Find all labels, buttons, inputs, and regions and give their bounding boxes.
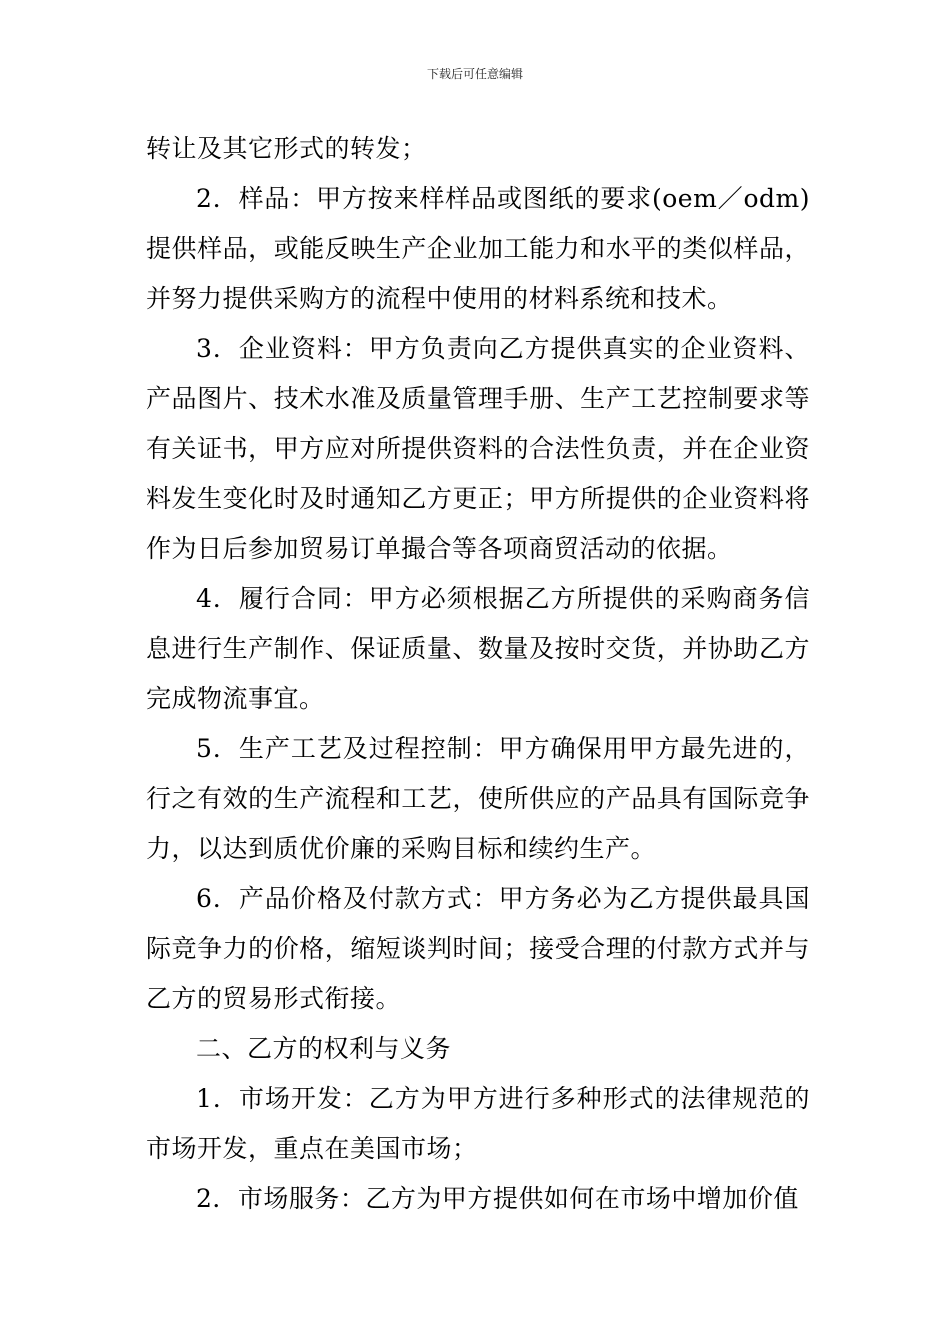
paragraph-market-service: 2．市场服务：乙方为甲方提供如何在市场中增加价值: [196, 1184, 799, 1213]
document-body: [146, 124, 810, 1224]
paragraph-continuation: 转让及其它形式的转发；: [146, 134, 427, 163]
paragraph-market-development: 1．市场开发：乙方为甲方进行多种形式的法律规范的市场开发，重点在美国市场；: [146, 1084, 810, 1163]
page-header: 下载后可任意编辑: [426, 67, 523, 81]
paragraph-company-info: 3．企业资料：甲方负责向乙方提供真实的企业资料、产品图片、技术水准及质量管理手册、生产工艺控制要求等有关证书，甲方应对所提供资料的合法性负责，并在企业资料发生变化时及时通知乙方更正；甲方所提供的企业资料将作为日后参加贸易订单撮合等各项商贸活动的依据。: [146, 334, 810, 563]
paragraph-price-payment: 6．产品价格及付款方式：甲方务必为乙方提供最具国际竞争力的价格，缩短谈判时间；接受合理的付款方式并与乙方的贸易形式衔接。: [146, 884, 810, 1013]
paragraph-sample: 2．样品：甲方按来样样品或图纸的要求(oem／odm)提供样品，或能反映生产企业加工能力和水平的类似样品，并努力提供采购方的流程中使用的材料系统和技术。: [146, 184, 810, 313]
section-heading-party-b: 二、乙方的权利与义务: [196, 1034, 452, 1063]
paragraph-process-control: 5．生产工艺及过程控制：甲方确保用甲方最先进的，行之有效的生产流程和工艺，使所供应的产品具有国际竞争力，以达到质优价廉的采购目标和续约生产。: [146, 734, 810, 863]
paragraph-contract-performance: 4．履行合同：甲方必须根据乙方所提供的采购商务信息进行生产制作、保证质量、数量及按时交货，并协助乙方完成物流事宜。: [146, 584, 810, 713]
